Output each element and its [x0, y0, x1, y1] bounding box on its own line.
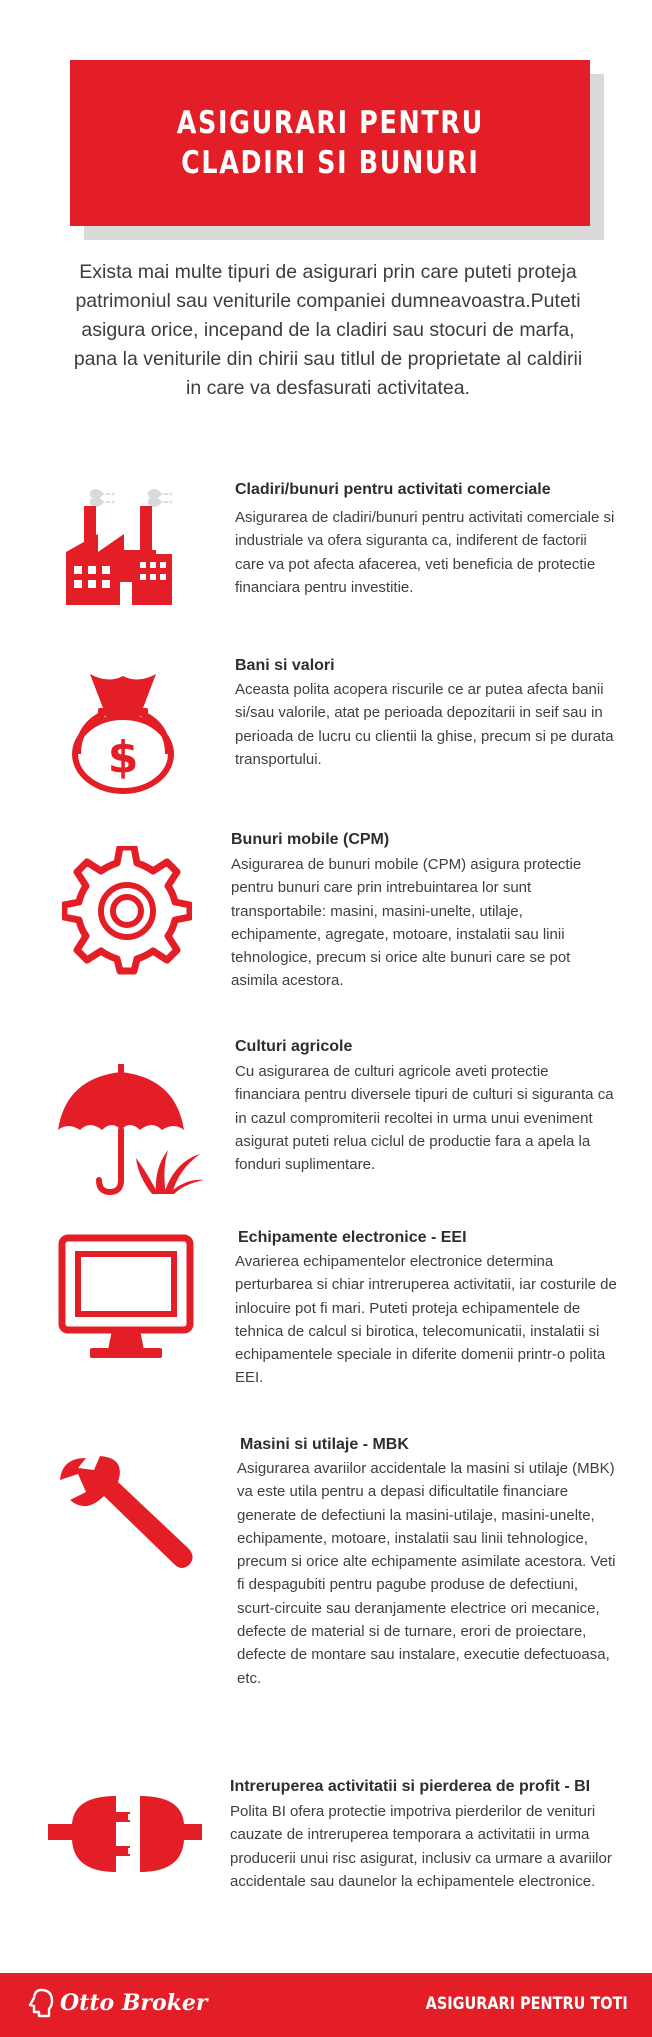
section-body: Asigurarea de bunuri mobile (CPM) asigura protectie pentru bunuri care prin intrebuintarea lor sunt transportabile: masini, masini-unelte, utilaje, echipamente, agregate, motoare, instalatii sau linii tehnologice, precum si orice alte bunuri care se pot asimila acestora.: [231, 856, 582, 990]
section-cash-valuables: [0, 648, 652, 798]
brand-name: Otto Broker: [60, 1990, 208, 2016]
head-profile-icon: [28, 1988, 54, 2018]
section-machinery: [0, 1434, 652, 1744]
section-body: Aceasta polita acopera riscurile ce ar putea afecta banii si/sau valorile, atat pe perioada depozitarii in seif sau in perioada de lucru cu clientii la ghise, precum si pe durata transportului.: [235, 681, 614, 768]
section-mobile-goods: [0, 826, 652, 1016]
section-body: Asigurarea avariilor accidentale la masini si utilaje (MBK) va este utila pentru a depasi dificultatile financiare generate de defectiuni la masini-utilaje, masini-unelte, echipamente, motoare, instalatii sau linii tehnologice, precum si orice alte echipamente asimilate acestora. Veti fi despagubiti pentru pagube produse de defectiuni, scurt-circuite sau deranjamente electrice ori mecanice, defecte de material si de turnare, erori de proiectare, defecte de montare sau instalare, executie defectuoasa, etc.: [237, 1460, 616, 1687]
section-body: Polita BI ofera protectie impotriva pierderilor de venituri cauzate de intreruperea temporara a activitatii in urma producerii unui risc asigurat, inclusiv ca urmare a avariilor accidentale sau daunelor la echipamentele electronice.: [230, 1803, 612, 1890]
section-body: Avarierea echipamentelor electronice determina perturbarea si chiar intreruperea activitatii, iar costurile de inlocuire pot fi mari. Puteti proteja echipamentele de tehnica de calcul si birotica, telecomunicatii, instalatii si echipamentele speciale in diferite domenii printr-o polita EEI.: [235, 1253, 617, 1387]
section-electronic-equipment: [0, 1226, 652, 1396]
brand-logo[interactable]: [28, 1988, 208, 2018]
section-title: Intreruperea activitatii si pierderea de profit - BI: [230, 1778, 591, 1795]
section-body: Asigurarea de cladiri/bunuri pentru activitati comerciale si industriale va ofera siguranta ca, indiferent de factorii care va pot afecta afacerea, veti beneficia de protectie financiara pentru investitie.: [235, 509, 615, 596]
plug-icon: [44, 1784, 204, 1884]
gear-icon: [62, 846, 192, 976]
section-title: Echipamente electronice - EEI: [238, 1229, 467, 1246]
factory-icon: [60, 470, 172, 610]
section-title: Culturi agricole: [235, 1038, 353, 1055]
wrench-icon: [56, 1454, 196, 1574]
section-commercial-buildings: [0, 470, 652, 640]
section-title: Bunuri mobile (CPM): [231, 831, 390, 848]
section-title: Cladiri/bunuri pentru activitati comerciale: [235, 481, 551, 498]
footer-tagline: ASIGURARI PENTRU TOTI: [425, 1994, 628, 2014]
title-line-1: ASIGURARI PENTRU: [176, 105, 484, 141]
title-line-2: CLADIRI SI BUNURI: [180, 145, 480, 181]
title-banner: [70, 60, 590, 226]
section-title: Masini si utilaje - MBK: [240, 1436, 409, 1453]
monitor-icon: [58, 1234, 194, 1366]
section-title: Bani si valori: [235, 657, 335, 674]
section-business-interruption: [0, 1776, 652, 1946]
section-agricultural-crops: [0, 1036, 652, 1206]
page-title: [176, 103, 483, 183]
svg-text:$: $: [107, 732, 139, 783]
money-bag-icon: [68, 666, 178, 796]
footer-bar: [0, 1973, 652, 2037]
section-body: Cu asigurarea de culturi agricole aveti protectie financiara pentru diversele tipuri de culturi si siguranta ca in cazul compromiterii recoltei in urma unui eveniment asigurat puteti relua ciclul de productie fara a apela la fonduri suplimentare.: [235, 1063, 614, 1174]
umbrella-plant-icon: [56, 1058, 206, 1198]
intro-paragraph: Exista mai multe tipuri de asigurari prin care puteti proteja patrimoniul sau veniturile companiei dumneavoastra.Puteti asigura orice, incepand de la cladiri sau stocuri de marfa, pana la veniturile din chirii sau titlul de proprietate al caldirii in care va desfasurati activitatea.: [73, 261, 583, 399]
